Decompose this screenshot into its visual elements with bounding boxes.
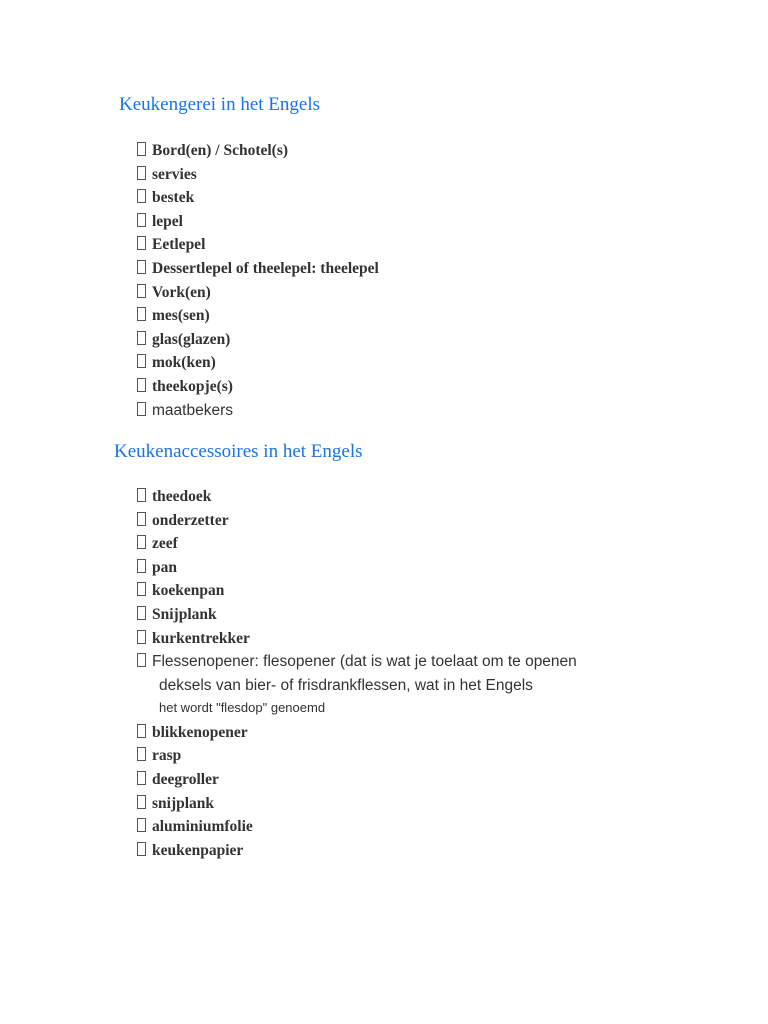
checkbox-icon: [137, 582, 146, 596]
list-item-label: mok(ken): [152, 354, 216, 372]
list-item-label: glas(glazen): [152, 330, 231, 348]
checkbox-icon: [137, 795, 146, 809]
list-item: [137, 792, 577, 816]
list-item-label: aluminiumfolie: [152, 818, 253, 836]
list-item: [137, 627, 577, 651]
checkbox-icon: [137, 724, 146, 738]
list-item-label: blikkenopener: [152, 723, 248, 741]
list-item: [137, 768, 577, 792]
checkbox-icon: [137, 747, 146, 761]
list-item: [137, 139, 379, 163]
list-item-label: keukenpapier: [152, 841, 244, 859]
list-item: [137, 257, 379, 281]
list-item-label: maatbekers: [152, 401, 233, 419]
list-item-label: Bord(en) / Schotel(s): [152, 142, 289, 159]
list-item: [137, 375, 379, 399]
keukengerei-list: [137, 139, 379, 422]
list-item-label: onderzetter: [152, 511, 229, 529]
checkbox-icon: [137, 142, 146, 156]
list-item: [137, 485, 577, 509]
list-item: [137, 163, 379, 187]
checkbox-icon: [137, 284, 146, 298]
list-item: [137, 509, 577, 533]
list-item: [137, 579, 577, 603]
checkbox-icon: [137, 354, 146, 368]
list-item: [137, 839, 577, 863]
list-item: [137, 556, 577, 580]
checkbox-icon: [137, 378, 146, 392]
section-title-keukengerei: Keukengerei in het Engels: [119, 94, 321, 115]
list-item-label: Flessenopener: flesopener (dat is wat je toelaat om te openen: [152, 653, 577, 671]
list-item-label: bestek: [152, 189, 195, 207]
section-title-keukenaccessoires: Keukenaccessoires in het Engels: [114, 441, 363, 462]
list-item-label: theedoek: [152, 488, 212, 505]
checkbox-icon: [137, 307, 146, 321]
checkbox-icon: [137, 213, 146, 227]
list-item: [137, 351, 379, 375]
list-item-label: deegroller: [152, 770, 219, 788]
checkbox-icon: [137, 606, 146, 620]
list-item: [137, 744, 577, 768]
list-item-label: theekopje(s): [152, 377, 233, 395]
list-item: [137, 650, 577, 718]
list-item-label: rasp: [152, 747, 182, 765]
list-item: [137, 186, 379, 210]
checkbox-icon: [137, 260, 146, 274]
list-item-label: lepel: [152, 212, 183, 230]
checkbox-icon: [137, 559, 146, 573]
list-item: [137, 532, 577, 556]
keukenaccessoires-list: [137, 485, 577, 862]
list-item: [137, 233, 379, 257]
list-item-continuation: het wordt "flesdop" genoemd: [159, 699, 326, 715]
list-item: [137, 328, 379, 352]
checkbox-icon: [137, 842, 146, 856]
checkbox-icon: [137, 189, 146, 203]
list-item: [137, 281, 379, 305]
checkbox-icon: [137, 166, 146, 180]
checkbox-icon: [137, 402, 146, 416]
checkbox-icon: [137, 818, 146, 832]
list-item-label: Snijplank: [152, 605, 217, 623]
list-item-label: Eetlepel: [152, 236, 206, 254]
list-item-label: mes(sen): [152, 307, 210, 325]
list-item: [137, 399, 379, 423]
list-item: [137, 603, 577, 627]
list-item-label: kurkentrekker: [152, 629, 250, 647]
list-item-continuation: deksels van bier- of frisdrankflessen, wat in het Engels: [159, 676, 533, 694]
checkbox-icon: [137, 488, 146, 502]
list-item-label: zeef: [152, 535, 178, 553]
list-item-label: servies: [152, 165, 197, 183]
list-item-label: Vork(en): [152, 283, 211, 301]
list-item: [137, 304, 379, 328]
list-item-label: pan: [152, 558, 177, 576]
checkbox-icon: [137, 535, 146, 549]
checkbox-icon: [137, 512, 146, 526]
list-item-label: snijplank: [152, 794, 215, 812]
list-item: [137, 815, 577, 839]
list-item-label: koekenpan: [152, 582, 225, 600]
checkbox-icon: [137, 331, 146, 345]
checkbox-icon: [137, 653, 146, 667]
list-item: [137, 210, 379, 234]
checkbox-icon: [137, 630, 146, 644]
list-item: [137, 721, 577, 745]
list-item-label: Dessertlepel of theelepel: theelepel: [152, 259, 379, 277]
checkbox-icon: [137, 236, 146, 250]
checkbox-icon: [137, 771, 146, 785]
